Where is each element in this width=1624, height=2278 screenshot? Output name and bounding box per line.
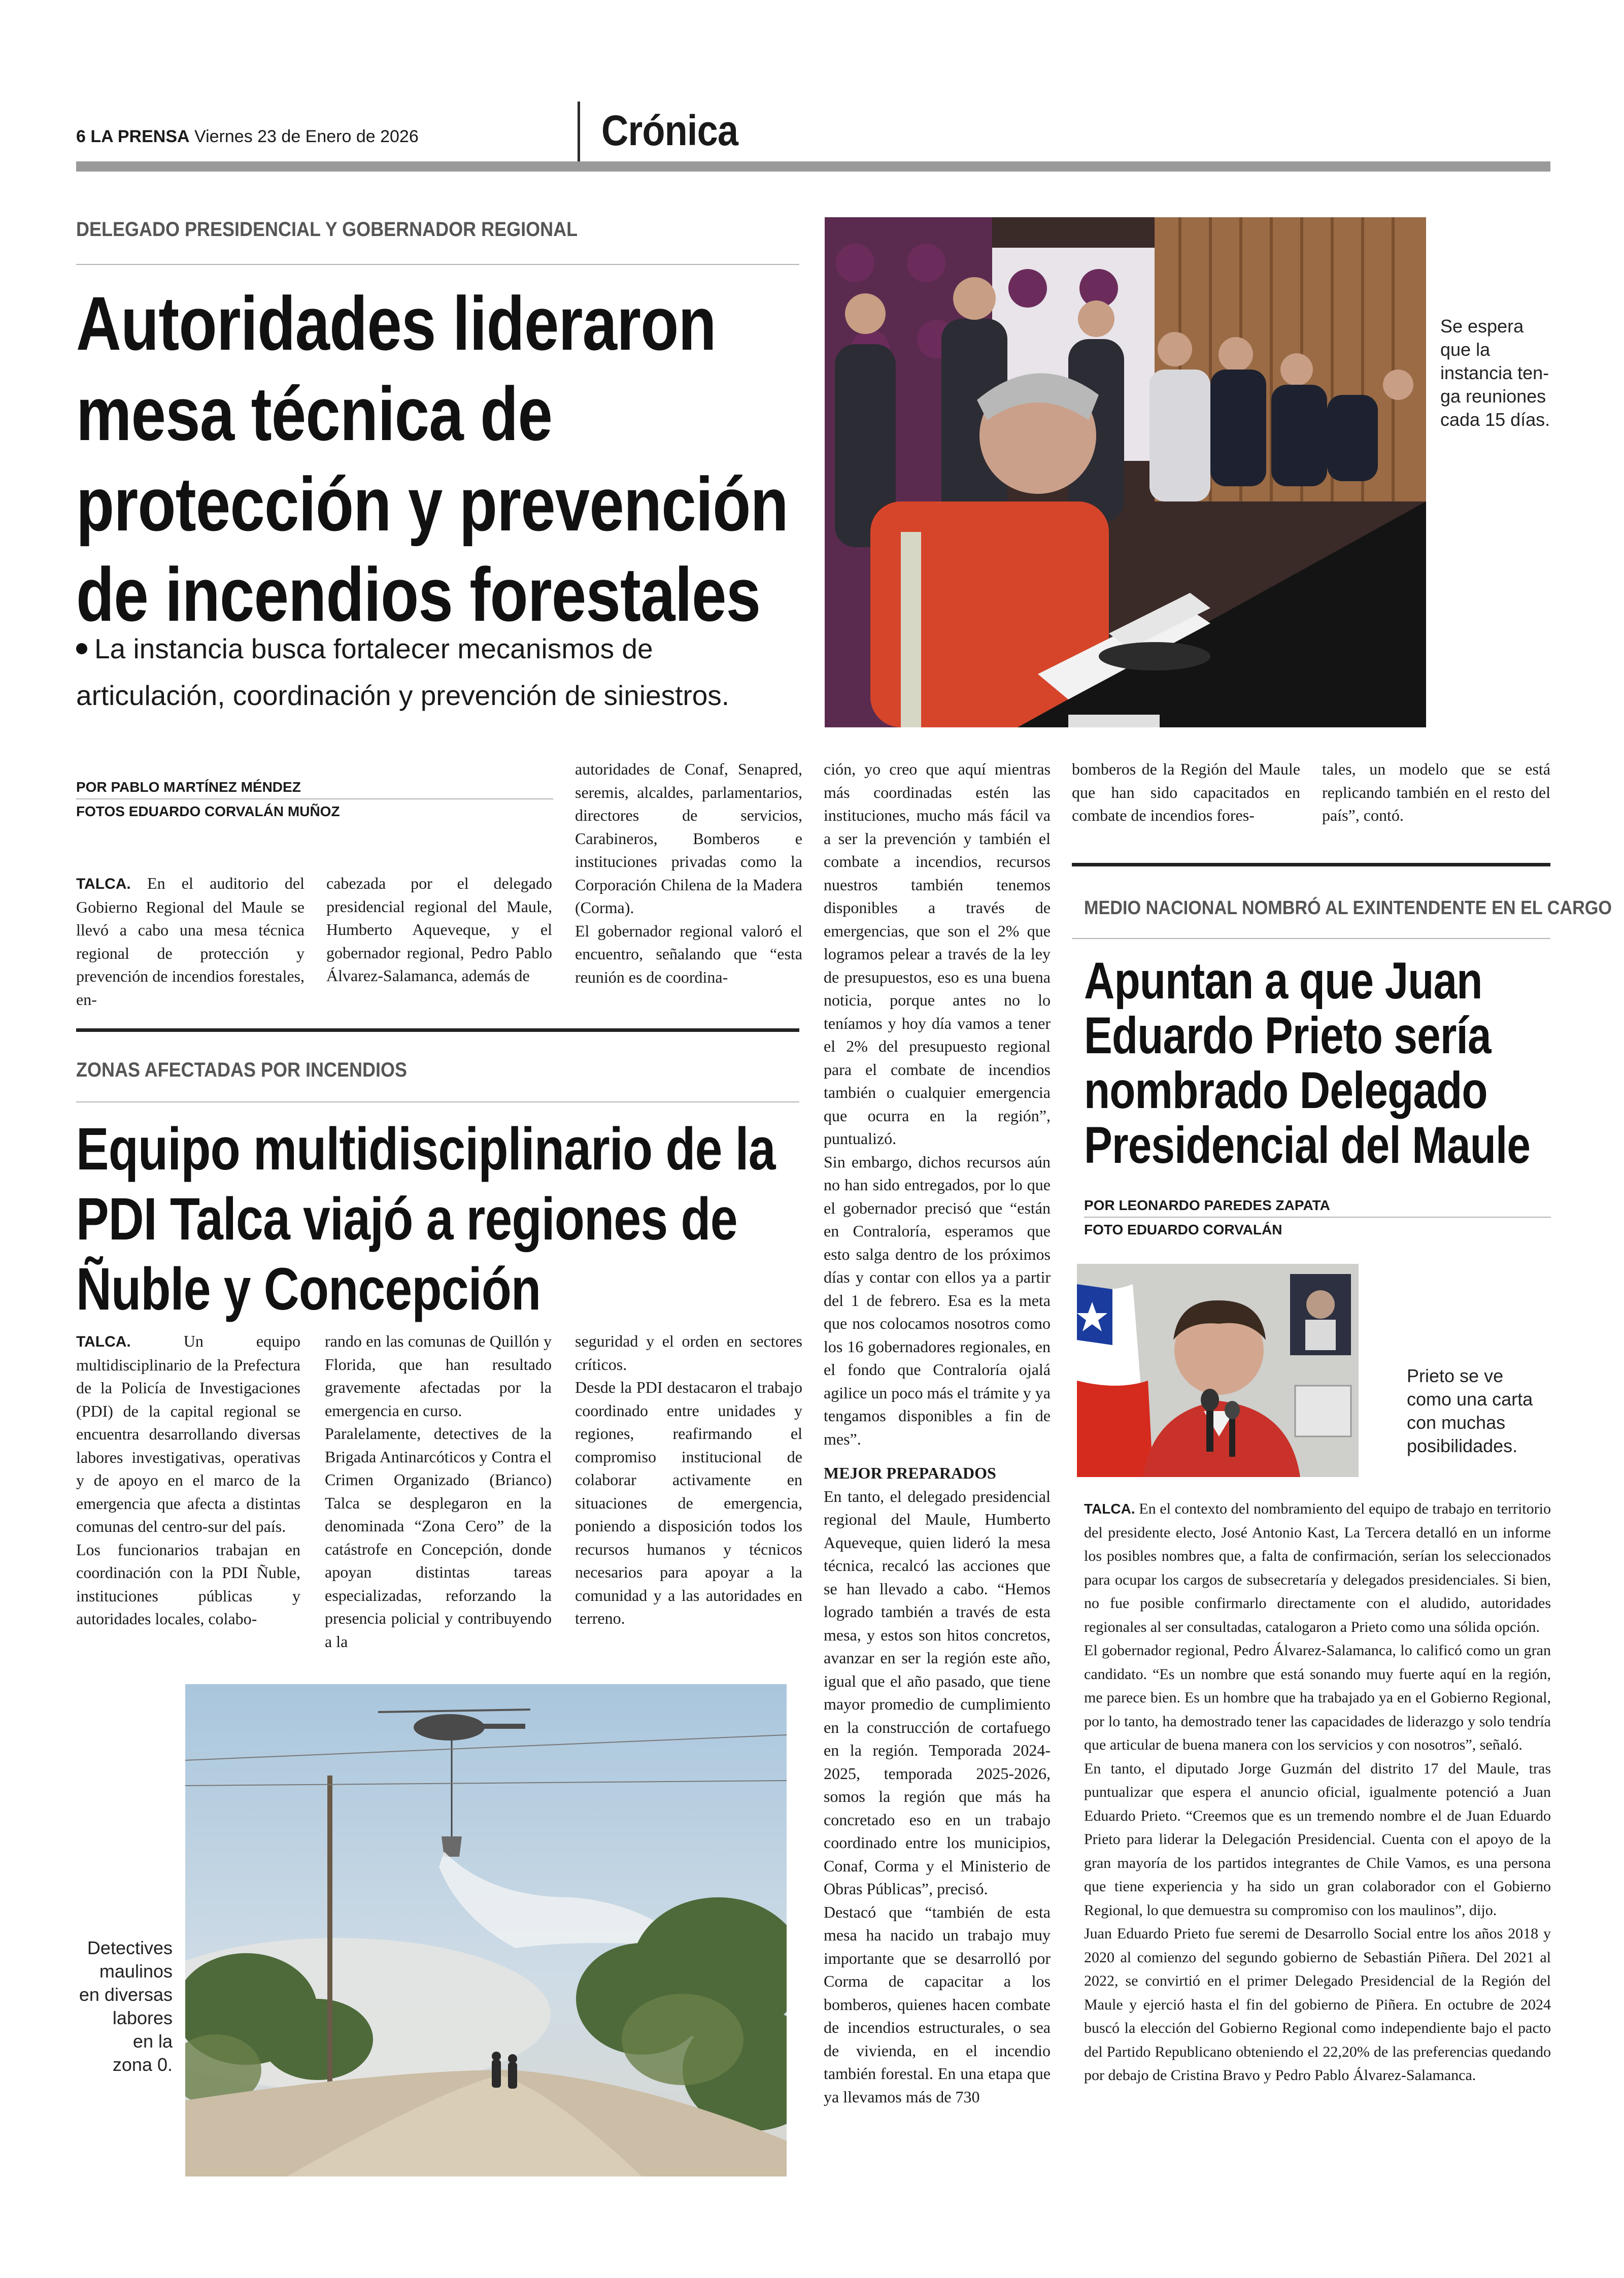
article3-byline: POR LEONARDO PAREDES ZAPATA bbox=[1084, 1197, 1330, 1213]
article3-headline-line: nombrado Delegado bbox=[1084, 1061, 1487, 1119]
article3-kicker: MEDIO NACIONAL NOMBRÓ AL EXINTENDENTE EN EL CARGO bbox=[1084, 897, 1612, 919]
article3-headline-line: Eduardo Prieto sería bbox=[1084, 1007, 1491, 1064]
wildfire-photo bbox=[185, 1684, 787, 2176]
article3-top-rule bbox=[1072, 863, 1550, 866]
portrait-photo-caption: Prieto se ve como una carta con muchas posibilidades. bbox=[1407, 1365, 1533, 1456]
article1-kicker: DELEGADO PRESIDENCIAL Y GOBERNADOR REGIONAL bbox=[76, 218, 578, 241]
article2-headline-line: PDI Talca viajó a regiones de bbox=[76, 1186, 737, 1253]
meeting-photo-caption: Se espera que la instancia ten- ga reuniones cada 15 días. bbox=[1440, 316, 1550, 430]
dateline: TALCA. bbox=[1084, 1501, 1135, 1517]
page-header-info bbox=[76, 128, 419, 145]
article3-byline-rule bbox=[1084, 1217, 1551, 1218]
article1-column-2: cabezada por el delegado presidencial regional del Maule, Humberto Aqueveque, y el gobernador regional, Pedro Pablo Álvarez-Salamanca, además de bbox=[326, 874, 552, 985]
article3-headline-line: Apuntan a que Juan bbox=[1084, 952, 1482, 1010]
article2-headline-line: Ñuble y Concepción bbox=[76, 1256, 541, 1323]
article1-dek: La instancia busca fortalecer mecanismos de articulación, coordinación y prevención de siniestros. bbox=[76, 633, 730, 711]
article3-kicker-rule bbox=[1072, 938, 1550, 939]
article1-column-6: tales, un modelo que se está replicando también en el resto del país”, contó. bbox=[1322, 760, 1550, 824]
article1-headline-line: Autoridades lideraron bbox=[76, 281, 716, 366]
newspaper-name: LA PRENSA bbox=[90, 127, 190, 146]
dateline: TALCA. bbox=[76, 876, 131, 892]
page-number: 6 bbox=[76, 127, 86, 146]
bullet-icon bbox=[76, 643, 87, 654]
byline-rule bbox=[76, 798, 553, 799]
article1-headline-line: protección y prevención bbox=[76, 461, 788, 547]
portrait-photo bbox=[1077, 1264, 1359, 1477]
article3-headline bbox=[1084, 953, 1624, 1172]
article2-column-1: TALCA. Un equipo multidisciplinario de la Prefectura de la Policía de Investigaciones (PDI) de la capital regional se encuentra desarrollando diversas labores investigativas, operativas y de apoyo en el marco de la emergencia que afecta a distintas comunas del centro-sur del país. Los funcionarios trabajan en coordinación con la PDI Ñuble, instituciones públicas y autoridades locales, colabo- bbox=[76, 1332, 300, 1628]
article1-column-3: autoridades de Conaf, Senapred, seremis, alcaldes, parlamentarios, directores de servicios, Carabineros, Bomberos e instituciones privadas como la Corporación Chilena de la Madera (Corma). El gobernador regional valoró el encuentro, señalando que “esta reunión es de coordina- bbox=[575, 760, 802, 986]
article1-headline-line: mesa técnica de bbox=[76, 371, 553, 456]
subhead: MEJOR PREPARADOS bbox=[824, 1464, 996, 1482]
wildfire-photo-caption: Detectives maulinos en diversas labores en la zona 0. bbox=[79, 1937, 173, 2075]
article1-column-5: bomberos de la Región del Maule que han sido capacitados en combate de incendios fores- bbox=[1072, 760, 1300, 824]
article2-headline-line: Equipo multidisciplinario de la bbox=[76, 1116, 775, 1183]
article1-headline-line: de incendios forestales bbox=[76, 552, 761, 637]
article2-headline bbox=[76, 1114, 929, 1324]
article2-column-3: seguridad y el orden en sectores críticos. Desde la PDI destacaron el trabajo coordinado entre unidades y regiones, reafirmando el compromiso institucional de colaborar activamente en situaciones de emergencia, poniendo a disposición todos los recursos humanos y técnicos necesarios para apoyar a la comunidad y a las autoridades en terreno. bbox=[575, 1332, 802, 1627]
meeting-photo bbox=[825, 217, 1426, 727]
section-title: Crónica bbox=[601, 107, 738, 154]
article1-column-1: TALCA. En el auditorio del Gobierno Regional del Maule se llevó a cabo una mesa técnica regional de protección y prevención de incendios forestales, en- bbox=[76, 874, 305, 1009]
article3-headline-line: Presidencial del Maule bbox=[1084, 1116, 1531, 1174]
article2-column-2: rando en las comunas de Quillón y Florida, que han resultado gravemente afectadas por la emergencia en curso. Paralelamente, detectives de la Brigada Antinarcóticos y Contra el Crimen Organizado (Brianco) Talca se desplegaron en la denominada “Zona Cero” de la catástrofe en Concepción, donde apoyan distintas tareas especializadas, reforzando la presencia policial y contribuyendo a la bbox=[325, 1332, 552, 1651]
article1-headline bbox=[76, 278, 944, 640]
header-rule bbox=[76, 161, 1550, 172]
article1-kicker-rule bbox=[76, 264, 799, 265]
article1-byline: POR PABLO MARTÍNEZ MÉNDEZ bbox=[76, 779, 301, 795]
article1-photo-credit: FOTOS EDUARDO CORVALÁN MUÑOZ bbox=[76, 803, 340, 819]
article2-top-rule bbox=[76, 1028, 799, 1032]
article3-photo-credit: FOTO EDUARDO CORVALÁN bbox=[1084, 1222, 1282, 1237]
dateline: TALCA. bbox=[76, 1333, 131, 1350]
header-divider bbox=[578, 102, 580, 162]
issue-date: Viernes 23 de Enero de 2026 bbox=[194, 127, 419, 146]
article1-column-4: ción, yo creo que aquí mientras más coordinadas estén las instituciones, mucho más fácil va a ser la prevención y también el combate a incendios, recursos nuestros también tenemos disponibles a través de emergencias, que son el 2% que logramos pelear a través de la ley de presupuestos, eso es una buena noticia, porque antes no lo teníamos y hoy día vamos a tener el 2% del presupuesto regional para el combate de incendios también o cualquier emergencia que ocurra en la región”, puntualizó. Sin embargo, dichos recursos aún no han sido entregados, por lo que el gobernador precisó que “están en Contraloría, esperamos que esto salga dentro de los próximos días y contar con ellos ya a partir del 1 de febrero. Esa es la meta que nos colocamos nosotros como los 16 gobernadores regionales, en el fondo que Contraloría ojalá agilice un poco más el trámite y ya tengamos disponibles a fin de mes”. MEJOR PREPARADOS En tanto, el delegado presidencial regional del Maule, Humberto Aqueveque, quien lideró la mesa técnica, recalcó las acciones que se han llevado a cabo. “Hemos logrado también a través de esta mesa, y estos son hitos concretos, avanzar en ser la región este año, igual que el año pasado, que tiene mayor promedio de cumplimiento en la construcción de cortafuego en la región. Temporada 2024-2025, temporada 2025-2026, somos la región que más ha concretado eso en un trabajo coordinado entre los municipios, Conaf, Corma y el Ministerio de Obras Públicas”, precisó. Destacó que “también de esta mesa ha nacido un trabajo muy importante que se desarrolló por Corma de capacitar a los bomberos, quienes hacen combate de incendios estructurales, o sea de vivienda, en el incendio también forestal. En una etapa que ya llevamos más de 730 bbox=[824, 760, 1051, 2106]
article2-kicker-rule bbox=[76, 1101, 799, 1102]
article2-kicker: ZONAS AFECTADAS POR INCENDIOS bbox=[76, 1059, 408, 1081]
article3-body: TALCA. En el contexto del nombramiento del equipo de trabajo en territorio del presidente electo, José Antonio Kast, La Tercera detalló en un informe los posibles nombres que, a falta de confirmación, serían los seleccionados para ocupar los cargos de subsecretaría y delegados presidenciales. Si bien, no fue posible confirmarlo directamente con el aludido, autoridades regionales al ser consultadas, catalogaron a Prieto como una sólida opción. El gobernador regional, Pedro Álvarez-Salamanca, lo calificó como un gran candidato. “Es un nombre que está sonando muy fuerte aquí en la región, me parece bien. Es un hombre que ha trabajado ya en el Gobierno Regional, por lo tanto, ha demostrado tener las capacidades de liderazgo y solo tendría que articular de buena manera con los servicios y con nosotros”, señaló. En tanto, el diputado Jorge Guzmán del distrito 17 del Maule, tras puntualizar que espera el anuncio oficial, igualmente potenció a Juan Eduardo Prieto. “Creemos que es un tremendo nombre el de Juan Eduardo Prieto para liderar la Delegación Presidencial. Cuenta con el apoyo de la gran mayoría de los partidos integrantes de Chile Vamos, es una persona que tiene experiencia y ha sido un gran colaborador con el Gobierno Regional, lo que demuestra su compromiso con los maulinos”, dijo. Juan Eduardo Prieto fue seremi de Desarrollo Social entre los años 2018 y 2020 al comienzo del segundo gobierno de Sebastián Piñera. Del 2021 al 2022, se convirtió en el primer Delegado Presidencial de la Región del Maule y ejerció hasta el fin del gobierno de Piñera. En octubre de 2024 buscó la elección del Gobierno Regional como independiente bajo el pacto del Partido Republicano obteniendo el 22,20% de las preferencias quedando por debajo de Cristina Bravo y Pedro Pablo Álvarez-Salamanca. bbox=[1084, 1500, 1551, 2084]
